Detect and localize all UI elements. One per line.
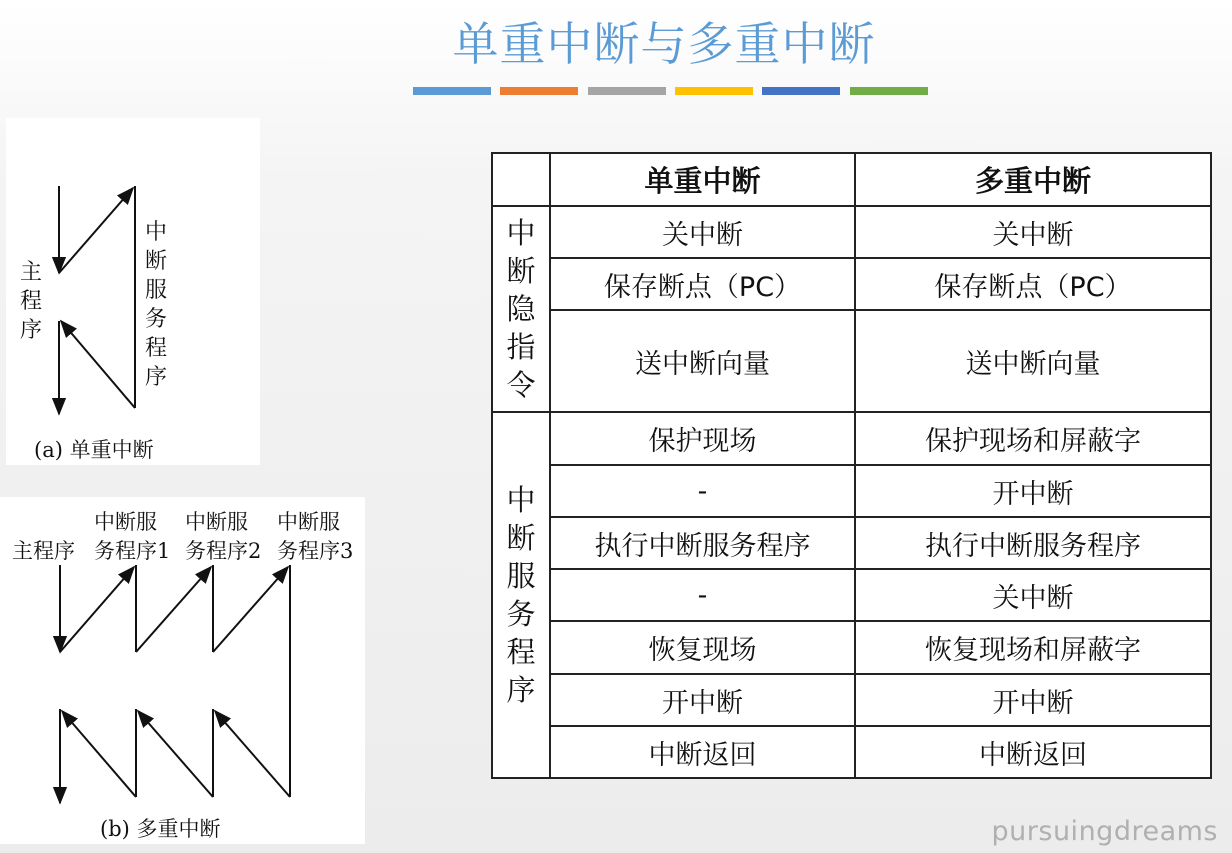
table-cell: 保护现场 — [550, 412, 855, 465]
group-cell-implicit-instruction — [492, 206, 550, 412]
multi-interrupt-caption: (b) 多重中断 — [100, 817, 221, 841]
jump-to-service-3-arrow — [213, 567, 288, 652]
return-to-main-arrow — [62, 711, 136, 797]
service-2-label-line2: 务程序2 — [185, 539, 262, 563]
color-bar-segment — [413, 87, 491, 95]
service-1-label-line1: 中断服 — [94, 510, 157, 534]
table-cell: 恢复现场 — [550, 621, 855, 674]
table-row — [492, 310, 1211, 412]
table-header-single: 单重中断 — [550, 153, 855, 206]
table-header-multi: 多重中断 — [855, 153, 1211, 206]
comparison-table — [491, 152, 1212, 779]
single-interrupt-arrows — [6, 118, 260, 465]
table-cell: 关中断 — [550, 206, 855, 258]
table-cell: 送中断向量 — [855, 310, 1211, 412]
table-cell: 执行中断服务程序 — [550, 517, 855, 569]
table-cell: 关中断 — [855, 206, 1211, 258]
table-header-row — [492, 153, 1211, 206]
color-bar-segment — [850, 87, 928, 95]
return-to-service-2-arrow — [215, 711, 290, 797]
service-3-label-line2: 务程序3 — [277, 539, 354, 563]
group-label: 中断隐指令 — [506, 216, 536, 402]
table-row — [492, 621, 1211, 674]
color-bar-segment — [762, 87, 840, 95]
service-3-label-line1: 中断服 — [277, 510, 340, 534]
color-bar-segment — [500, 87, 578, 95]
jump-to-service-1-arrow — [60, 567, 134, 652]
color-bar-segment — [675, 87, 753, 95]
table-cell: 开中断 — [855, 674, 1211, 726]
table-cell: - — [550, 465, 855, 517]
table-row — [492, 569, 1211, 621]
color-bar-segment — [588, 87, 666, 95]
table-cell: 恢复现场和屏蔽字 — [855, 621, 1211, 674]
single-interrupt-caption: (a) 单重中断 — [34, 438, 154, 462]
table-cell: 执行中断服务程序 — [855, 517, 1211, 569]
table-row — [492, 726, 1211, 778]
table-cell: 保存断点（PC） — [550, 258, 855, 310]
table-row — [492, 206, 1211, 258]
table-row — [492, 465, 1211, 517]
jump-to-service-arrow — [59, 188, 133, 273]
table-cell: 中断返回 — [855, 726, 1211, 778]
main-program-label: 主程序 — [19, 260, 42, 343]
table-cell: 开中断 — [855, 465, 1211, 517]
return-to-service-1-arrow — [138, 711, 213, 797]
table-cell: 中断返回 — [550, 726, 855, 778]
main-program-label: 主程序 — [12, 539, 75, 563]
table-cell: 开中断 — [550, 674, 855, 726]
table-cell: 保存断点（PC） — [855, 258, 1211, 310]
service-2-label-line1: 中断服 — [185, 510, 248, 534]
jump-to-service-2-arrow — [136, 567, 211, 652]
table-row — [492, 412, 1211, 465]
return-to-main-arrow — [61, 321, 135, 408]
table-cell: 保护现场和屏蔽字 — [855, 412, 1211, 465]
group-cell-service-routine — [492, 412, 550, 778]
group-label: 中断服务程序 — [506, 483, 536, 707]
table-header-corner — [492, 153, 550, 206]
watermark: pursuingdreams — [991, 816, 1218, 847]
table-cell: 送中断向量 — [550, 310, 855, 412]
table-cell: - — [550, 569, 855, 621]
multi-interrupt-figure — [0, 497, 365, 844]
table-row — [492, 517, 1211, 569]
table-cell: 关中断 — [855, 569, 1211, 621]
table-row — [492, 674, 1211, 726]
single-interrupt-figure — [6, 118, 260, 465]
service-routine-label: 中断服务程序 — [144, 220, 167, 390]
page-title: 单重中断与多重中断 — [452, 17, 876, 71]
table-row — [492, 258, 1211, 310]
service-1-label-line2: 务程序1 — [94, 539, 171, 563]
